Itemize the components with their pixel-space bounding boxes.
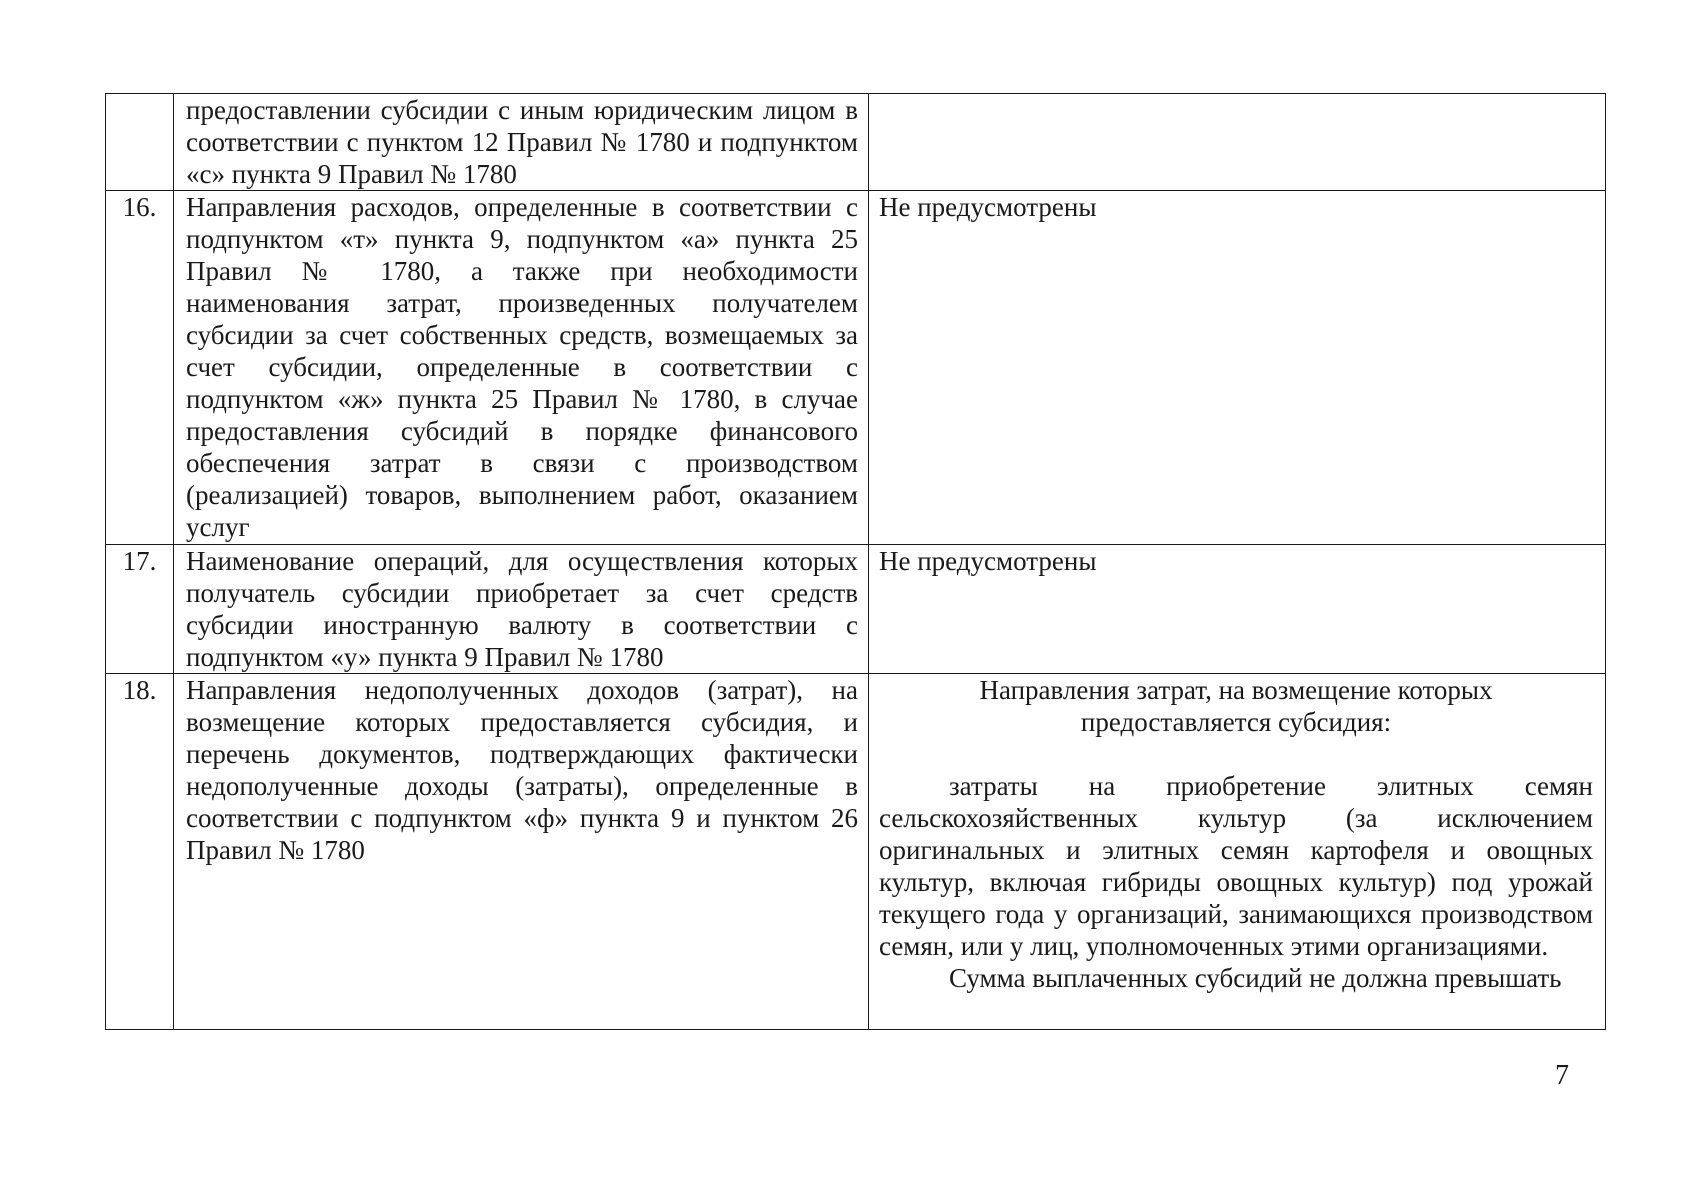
row-value (869, 94, 1606, 191)
row-description: предоставлении субсидии с иным юридическим лицом в соответствии с пунктом 12 Правил № 1780 и подпунктом «с» пункта 9 Правил № 1780 (174, 94, 869, 191)
value-heading: Направления затрат, на возмещение которых предоставляется субсидия: (979, 675, 1493, 737)
table-row (106, 545, 1606, 674)
value-paragraph: Сумма выплаченных субсидий не должна превышать (949, 963, 1562, 993)
row-number: 17. (106, 545, 174, 674)
row-number: 18. (106, 674, 174, 1030)
row-value (869, 674, 1606, 1030)
row-description: Наименование операций, для осуществления которых получатель субсидии приобретает за счет средств субсидии иностранную валюту в соответствии с подпунктом «у» пункта 9 Правил № 1780 (174, 545, 869, 674)
paragraph-gap (879, 738, 1593, 770)
table-row (106, 674, 1606, 1030)
row-value: Не предусмотрены (869, 191, 1606, 545)
row-description: Направления расходов, определенные в соответствии с подпунктом «т» пункта 9, подпунктом «а» пункта 25 Правил № 1780, а также при необходимости наименования затрат, произведенных получателем субсидии за счет собственных средств, возмещаемых за счет субсидии, определенные в соответствии с подпунктом «ж» пункта 25 Правил № 1780, в случае предоставления субсидий в порядке финансового обеспечения затрат в связи с производством (реализацией) товаров, выполнением работ, оказанием услуг (174, 191, 869, 545)
table-row (106, 191, 1606, 545)
row-number: 16. (106, 191, 174, 545)
page-number: 7 (1555, 1060, 1569, 1091)
row-number (106, 94, 174, 191)
requirements-table (105, 93, 1606, 1030)
table-row (106, 94, 1606, 191)
row-description: Направления недополученных доходов (затрат), на возмещение которых предоставляется субсидия, и перечень документов, подтверждающих фактически недополученные доходы (затраты), определенные в соответствии с подпунктом «ф» пункта 9 и пунктом 26 Правил № 1780 (174, 674, 869, 1030)
value-paragraph: затраты на приобретение элитных семян сельскохозяйственных культур (за исключением оригинальных и элитных семян картофеля и овощных культур, включая гибриды овощных культур) под урожай текущего года у организаций, занимающихся производством семян, или у лиц, уполномоченных этими организациями. (879, 771, 1593, 961)
row-value: Не предусмотрены (869, 545, 1606, 674)
